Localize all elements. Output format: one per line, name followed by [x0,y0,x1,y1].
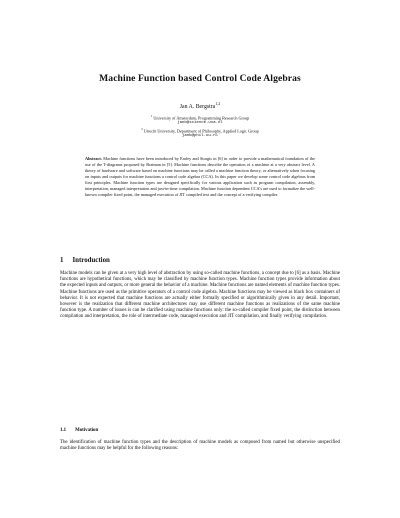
abstract-label: Abstract. [85,156,102,161]
subsection-title: Motivation [75,428,99,433]
subsection-heading [60,428,98,433]
section-number: 1 [60,257,64,264]
subsection-number: 1.1 [60,428,67,433]
paper-title: Machine Function based Control Code Algebras [99,73,301,84]
affiliation-email: janb@science.uva.nl [177,121,223,126]
section-body: Machine models can be given at a very high level of abstraction by using so-called machine functions, a concept due to [6] as a basis. Machine functions are hypothetical functions, which may be classified by machine function types. Machine function types provide information about the expected inputs and outputs, or more general the behavior of a machine. Machine functions are named elements of machine function types. Machine functions are used as the primitive operators of a control code algebra. Machine functions may be viewed as black box containers of behavior. It is not expected that machine functions are actually either formally specified or algorithmically given in any detail. Important, however is the realization that different machine architectures may use different machine functions as realizations of the same machine function type. A number of issues is can be clarified using machine functions only: the so-called compiler fixed point, the distinction between compilation and interpretation, the role of intermediate code, managed execution and JIT compilation, and finally verifying compilation. [60,271,340,320]
author-name: Jan A. Bergstra [179,103,216,110]
affiliation-2 [40,127,360,134]
affiliation-line: Utrecht University, Department of Philosophy, Applied Logic Group [143,128,259,134]
affiliation-email: janb@phil.uu.nl [181,133,218,138]
abstract [85,156,315,198]
subsection-body: The identification of machine function types and the description of machine models as composed from named but otherwise unspecified machine functions may be helpful for the following reasons: [60,440,340,452]
section-title: Introduction [72,257,110,264]
affiliation-line: University of Amsterdam, Programming Research Group [153,115,250,121]
abstract-text: Machine functions have been introduced by Earley and Sturgis in [6] in order to provide a mathematical foundation of the use of the T-diagrams proposed by Bratman in [5]. Machine functions describe the operation of a machine at a very abstract level. A theory of hardware and software based on machine functions may be called a machine function theory, or alternatively when focusing on inputs and outputs for machine functions a control code algebra (CCA). In this paper we develop some control code algebras from first principles. Machine function types are designed specifically for various application such as program compilation, assembly, interpretation, managed interpretation and just-in-time compilation. Machine function dependent CCA's are used to formalize the well-known compiler fixed point, the managed execution of JIT compiled text and the concept of a verifying compiler. [85,156,315,197]
affiliation-marker: 1 [150,114,153,118]
affiliation-marker: 2 [141,126,143,131]
author-superscript: 1,2 [215,101,221,106]
affiliations [40,114,360,140]
author-line [40,101,360,110]
section-heading [60,257,110,264]
